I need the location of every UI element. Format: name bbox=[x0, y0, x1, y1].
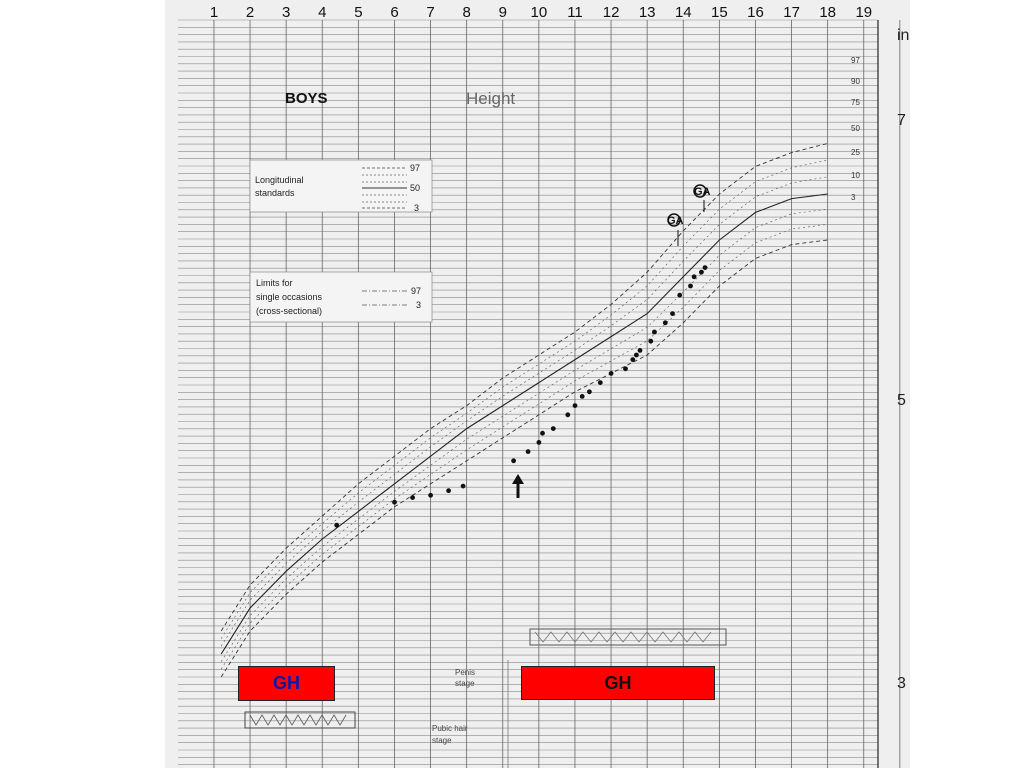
height-data-point bbox=[446, 488, 451, 493]
height-data-point bbox=[648, 339, 653, 344]
right-axis-tick-5: 5 bbox=[897, 392, 906, 409]
height-data-point bbox=[609, 371, 614, 376]
ga-label-2: GA bbox=[667, 215, 684, 227]
height-data-point bbox=[634, 353, 639, 358]
height-data-point bbox=[565, 412, 570, 417]
height-data-point bbox=[526, 449, 531, 454]
chart-title: BOYS bbox=[285, 90, 328, 107]
height-data-point bbox=[598, 380, 603, 385]
age-tick-label: 15 bbox=[711, 4, 728, 21]
height-data-point bbox=[688, 284, 693, 289]
height-data-point bbox=[623, 366, 628, 371]
height-data-point bbox=[587, 389, 592, 394]
height-data-point bbox=[461, 484, 466, 489]
legend-longitudinal-97: 97 bbox=[410, 163, 421, 173]
age-tick-label: 4 bbox=[318, 4, 327, 21]
legend-cross-3: 3 bbox=[416, 300, 422, 310]
gh-treatment-bar-1: GH bbox=[238, 666, 335, 701]
height-data-point bbox=[551, 426, 556, 431]
legend-cross-sectional bbox=[250, 272, 432, 322]
height-data-point bbox=[692, 274, 697, 279]
age-tick-label: 8 bbox=[462, 4, 471, 21]
age-tick-label: 19 bbox=[855, 4, 873, 21]
legend-longitudinal-line-1: Longitudinal bbox=[255, 175, 304, 185]
percentile-label-97: 97 bbox=[851, 56, 860, 65]
height-data-point bbox=[652, 330, 657, 335]
height-data-point bbox=[580, 394, 585, 399]
chart-subtitle: Height bbox=[466, 89, 516, 108]
penis-stage-line-2: stage bbox=[455, 679, 475, 688]
percentile-label-90: 90 bbox=[851, 77, 860, 86]
percentile-label-25: 25 bbox=[851, 148, 860, 157]
ga-marker-2 bbox=[667, 214, 684, 246]
right-axis-tick-7: 7 bbox=[897, 112, 906, 129]
gh-treatment-bar-2: GH bbox=[521, 666, 715, 700]
height-data-point bbox=[670, 311, 675, 316]
height-data-point bbox=[638, 348, 643, 353]
age-tick-label: 14 bbox=[674, 4, 692, 21]
height-data-point bbox=[334, 523, 339, 528]
age-tick-label: 5 bbox=[354, 4, 363, 21]
ga-marker-1 bbox=[694, 185, 711, 212]
age-tick-label: 7 bbox=[426, 4, 435, 21]
age-tick-label: 6 bbox=[390, 4, 399, 21]
height-data-point bbox=[537, 440, 542, 445]
percentile-label-10: 10 bbox=[851, 171, 860, 180]
legend-cross-97: 97 bbox=[411, 286, 422, 296]
height-data-point bbox=[410, 495, 415, 500]
percentile-curve-p97 bbox=[221, 143, 828, 631]
percentile-label-3: 3 bbox=[851, 193, 856, 202]
chart-grid bbox=[178, 20, 900, 768]
percentile-curve-p75 bbox=[221, 177, 828, 646]
legend-longitudinal-line-2: standards bbox=[255, 188, 295, 198]
age-tick-label: 16 bbox=[747, 4, 764, 21]
pubic-hair-stage-line-1: Pubic hair bbox=[432, 724, 468, 733]
height-data-point bbox=[540, 431, 545, 436]
percentile-label-75: 75 bbox=[851, 98, 860, 107]
height-data-point bbox=[392, 500, 397, 505]
legend-longitudinal-3: 3 bbox=[414, 203, 420, 213]
age-tick-label: 13 bbox=[638, 4, 656, 21]
right-axis-tick-3: 3 bbox=[897, 675, 906, 692]
age-tick-label: 18 bbox=[819, 4, 837, 21]
legend-cross-line-1: Limits for bbox=[256, 278, 293, 288]
height-data-point bbox=[663, 320, 668, 325]
height-data-point bbox=[703, 265, 708, 270]
height-data-point bbox=[677, 293, 682, 298]
percentile-label-50: 50 bbox=[851, 124, 860, 133]
age-tick-label: 2 bbox=[245, 4, 255, 21]
height-data-point bbox=[699, 270, 704, 275]
legend-cross-line-3: (cross-sectional) bbox=[256, 306, 323, 316]
ga-label-1: GA bbox=[694, 186, 711, 198]
age-tick-label: 10 bbox=[530, 4, 548, 21]
penis-stage-line-1: Penis bbox=[455, 668, 476, 677]
legend-longitudinal-50: 50 bbox=[410, 183, 421, 193]
lower-left-staging-box bbox=[245, 712, 355, 728]
age-tick-label: 12 bbox=[602, 4, 620, 21]
height-data-point bbox=[573, 403, 578, 408]
legend-cross-line-2: single occasions bbox=[256, 292, 323, 302]
pubic-hair-stage-line-2: stage bbox=[432, 736, 452, 745]
height-data-point bbox=[428, 493, 433, 498]
right-axis-unit: in bbox=[897, 27, 910, 44]
height-data-point bbox=[630, 357, 635, 362]
age-tick-label: 1 bbox=[209, 4, 219, 21]
age-tick-label: 3 bbox=[282, 4, 291, 21]
age-tick-label: 11 bbox=[567, 4, 583, 21]
legend-longitudinal bbox=[250, 160, 432, 213]
height-data-point bbox=[511, 458, 516, 463]
age-tick-label: 9 bbox=[498, 4, 507, 21]
age-tick-label: 17 bbox=[783, 4, 800, 21]
age-axis-ticks bbox=[210, 4, 872, 21]
